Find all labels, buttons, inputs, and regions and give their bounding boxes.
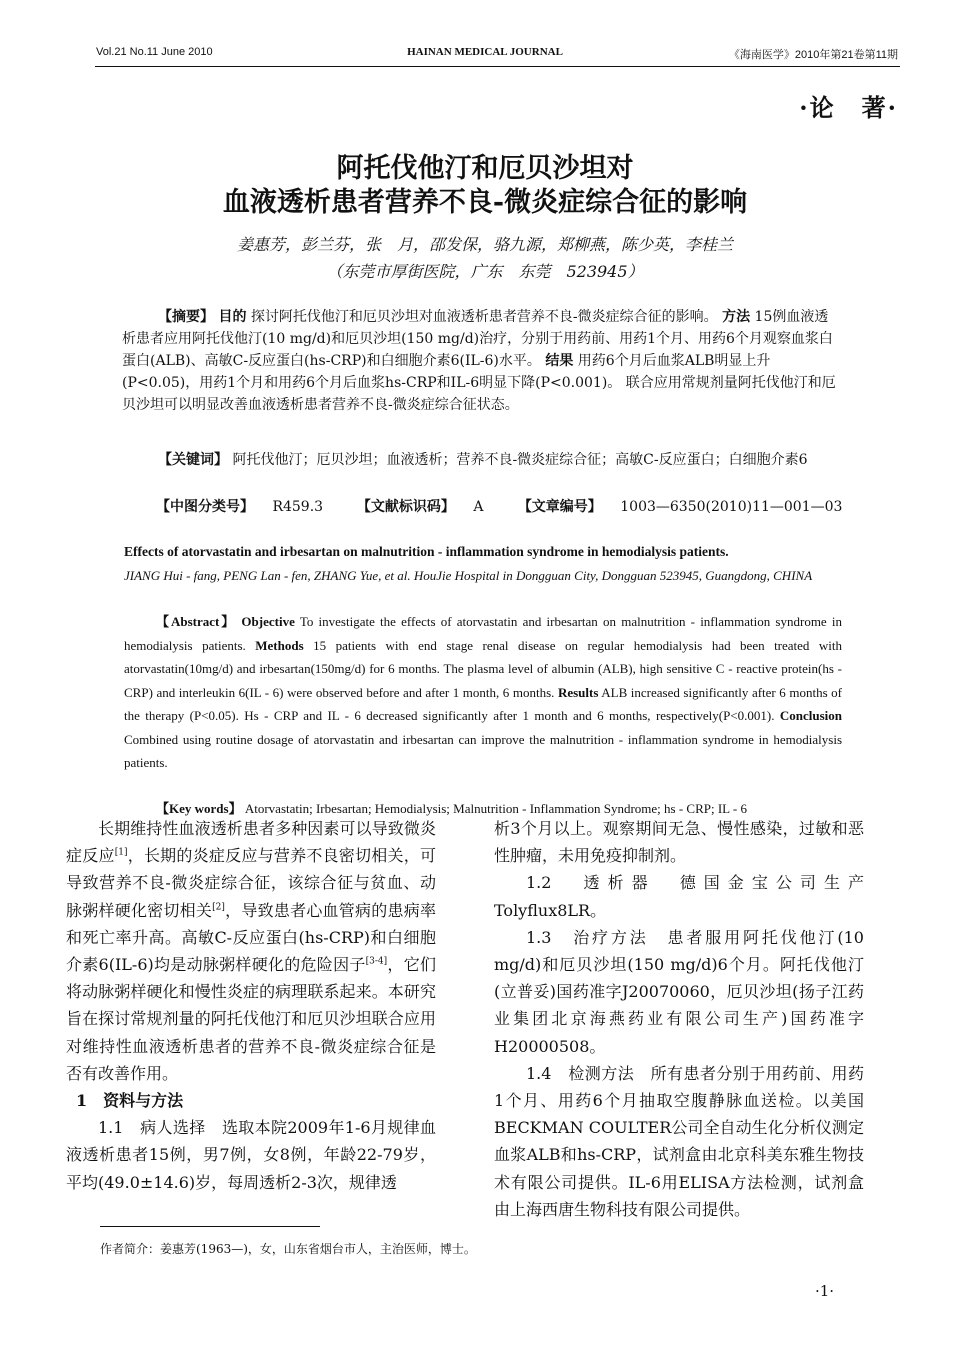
title-line-1: 阿托伐他汀和厄贝沙坦对 xyxy=(336,153,634,184)
keywords-cn xyxy=(122,449,842,471)
english-keywords-label: 【Key words】 xyxy=(156,801,242,816)
results-label: 结果 xyxy=(545,353,574,369)
objective-label: 目的 xyxy=(218,309,247,325)
english-results-label: Results xyxy=(557,684,599,700)
keywords-text: 阿托伐他汀；厄贝沙坦；血液透析；营养不良-微炎症综合征；高敏C-反应蛋白；白细胞介素6 xyxy=(232,452,808,468)
keywords-label: 【关键词】 xyxy=(158,452,228,468)
english-methods: 15 patients with end stage renal disease on regular hemodialysis had been treated with atorvastatin(10mg/d) and irbesartan(150mg/d) for 6 months. The plasma level of albumin (ALB), high sensitive C - reactive protein(hs - CRP) and interleukin 6(IL - 6) were observed before and after 1 month, 6 months. xyxy=(124,637,843,700)
patient-selection-paragraph: 1.1 病人选择 选取本院2009年1-6月规律血液透析患者15例，男7例，女8例，年龄22-79岁，平均(49.0±14.6)岁，每周透析2-3次，规律透 xyxy=(66,1118,436,1192)
header-volume: Vol.21 No.11 June 2010 xyxy=(96,46,213,58)
title-line-2: 血液透析患者营养不良-微炎症综合征的影响 xyxy=(222,187,748,218)
citation-3-4: [3-4] xyxy=(365,956,388,967)
english-objective: To investigate the effects of atorvastatin and irbesartan on malnutrition - inflammation syndrome in hemodialysis patients. xyxy=(124,614,843,653)
article-no-label: 【文章编号】 xyxy=(517,499,602,515)
abstract-label: 【摘要】 xyxy=(158,309,214,325)
section-label: ·论 著· xyxy=(799,93,898,122)
english-title: Effects of atorvastatin and irbesartan on malnutrition - inflammation syndrome in hemodialysis patients. xyxy=(124,544,729,559)
dialyzer-paragraph: 1.2 透析器 德国金宝公司生产Tolyflux8LR。 xyxy=(494,873,864,920)
english-conclusion: Combined using routine dosage of atorvastatin and irbesartan can improve the malnutrition - inflammation syndrome in hemodialysis patients. xyxy=(124,731,842,770)
header-rule xyxy=(95,66,900,67)
english-objective-label: Objective xyxy=(241,614,295,629)
methods-text: 15例血液透析患者应用阿托伐他汀(10 mg/d)和厄贝沙坦(150 mg/d)治疗，分别于用药前、用药1个月、用药6个月观察血浆白蛋白(ALB)、高敏C-反应蛋白(hs-CRP)和白细胞介素6(IL-6)水平。 xyxy=(122,309,833,369)
body-left-column xyxy=(66,815,436,1196)
header-journal: HAINAN MEDICAL JOURNAL xyxy=(407,46,563,58)
objective-text: 探讨阿托伐他汀和厄贝沙坦对血液透析患者营养不良-微炎症综合征的影响。 xyxy=(250,309,718,325)
abstract-cn xyxy=(122,306,842,416)
article-no-value: 1003—6350(2010)11—001—03 xyxy=(620,499,843,515)
english-conclusion-label: Conclusion xyxy=(779,708,843,723)
doc-code-value: A xyxy=(473,499,484,515)
english-results: ALB increased significantly after 6 months of the therapy (P<0.05). Hs - CRP and IL - 6 decreased significantly after 1 month and 6 months, respectively(P<0.001). xyxy=(124,684,843,723)
english-title-authors xyxy=(124,540,842,587)
clc-value: R459.3 xyxy=(272,499,324,515)
citation-2: [2] xyxy=(212,902,225,913)
section-heading-1: 1 资料与方法 xyxy=(76,1091,184,1111)
header-issue: 《海南医学》2010年第21卷第11期 xyxy=(728,49,898,61)
detection-paragraph: 1.4 检测方法 所有患者分别于用药前、用药1个月、用药6个月抽取空腹静脉血送检。以美国BECKMAN COULTER公司全自动生化分析仪测定血浆ALB和hs-CRP，试剂盒由北京科美东雅生物技术有限公司提供。IL-6用ELISA方法检测，试剂盒由上海西唐生物科技有限公司提供。 xyxy=(494,1063,864,1219)
affiliation: （东莞市厚街医院，广东 东莞 523945） xyxy=(326,262,644,281)
treatment-paragraph: 1.3 治疗方法 患者服用阿托伐他汀(10 mg/d)和厄贝沙坦(150 mg/d)6个月。阿托伐他汀(立普妥)国药准字J20070060，厄贝沙坦(扬子江药业集团北京海燕药业有限公司生产)国药准字H20000508。 xyxy=(494,927,864,1056)
continued-paragraph: 析3个月以上。观察期间无急、慢性感染，过敏和恶性肿瘤，未用免疫抑制剂。 xyxy=(494,819,864,866)
conclusion-text: 联合应用常规剂量阿托伐他汀和厄贝沙坦可以明显改善血液透析患者营养不良-微炎症综合征状态。 xyxy=(122,375,836,413)
english-keywords-text: Atorvastatin; Irbesartan; Hemodialysis; Malnutrition - Inflammation Syndrome; hs - CRP; IL - 6 xyxy=(244,801,747,816)
page-number: ·1· xyxy=(815,1282,835,1300)
citation-1: [1] xyxy=(114,847,128,858)
classification-row xyxy=(156,496,856,516)
body-right-column xyxy=(494,815,864,1223)
doc-code-label: 【文献标识码】 xyxy=(356,499,455,515)
clc-label: 【中图分类号】 xyxy=(156,499,254,515)
author-list: 姜惠芳，彭兰芬，张 月，邵发保，骆九源，郑柳燕，陈少英，李桂兰 xyxy=(236,235,733,254)
english-authors: JIANG Hui - fang, PENG Lan - fen, ZHANG Yue, et al. HouJie Hospital in Dongguan City, Dongguan 523945, Guangdong, CHINA xyxy=(124,567,813,583)
english-methods-label: Methods xyxy=(255,637,304,653)
footnote-rule xyxy=(100,1226,320,1227)
author-footnote: 作者简介：姜惠芳(1963—)，女，山东省烟台市人，主治医师，博士。 xyxy=(100,1242,476,1256)
intro-paragraph: 长期维持性血液透析患者多种因素可以导致微炎症反应[1]，长期的炎症反应与营养不良密切相关，可导致营养不良-微炎症综合征，该综合征与贫血、动脉粥样硬化密切相关[2]，导致患者心血管病的患病率和死亡率升高。高敏C-反应蛋白(hs-CRP)和白细胞介素6(IL-6)均是动脉粥样硬化的危险因子[3-4]，它们将动脉粥样硬化和慢性炎症的病理联系起来。本研究旨在探讨常规剂量的阿托伐他汀和厄贝沙坦联合应用对维持性血液透析患者的营养不良-微炎症综合征是否有改善作用。 xyxy=(66,819,436,1083)
english-abstract-label: 【Abstract】 xyxy=(156,614,237,629)
english-abstract xyxy=(124,610,842,775)
methods-label: 方法 xyxy=(722,309,751,325)
results-text: 用药6个月后血浆ALB明显上升(P<0.05)，用药1个月和用药6个月后血浆hs-CRP和IL-6明显下降(P<0.001)。 xyxy=(122,353,771,391)
